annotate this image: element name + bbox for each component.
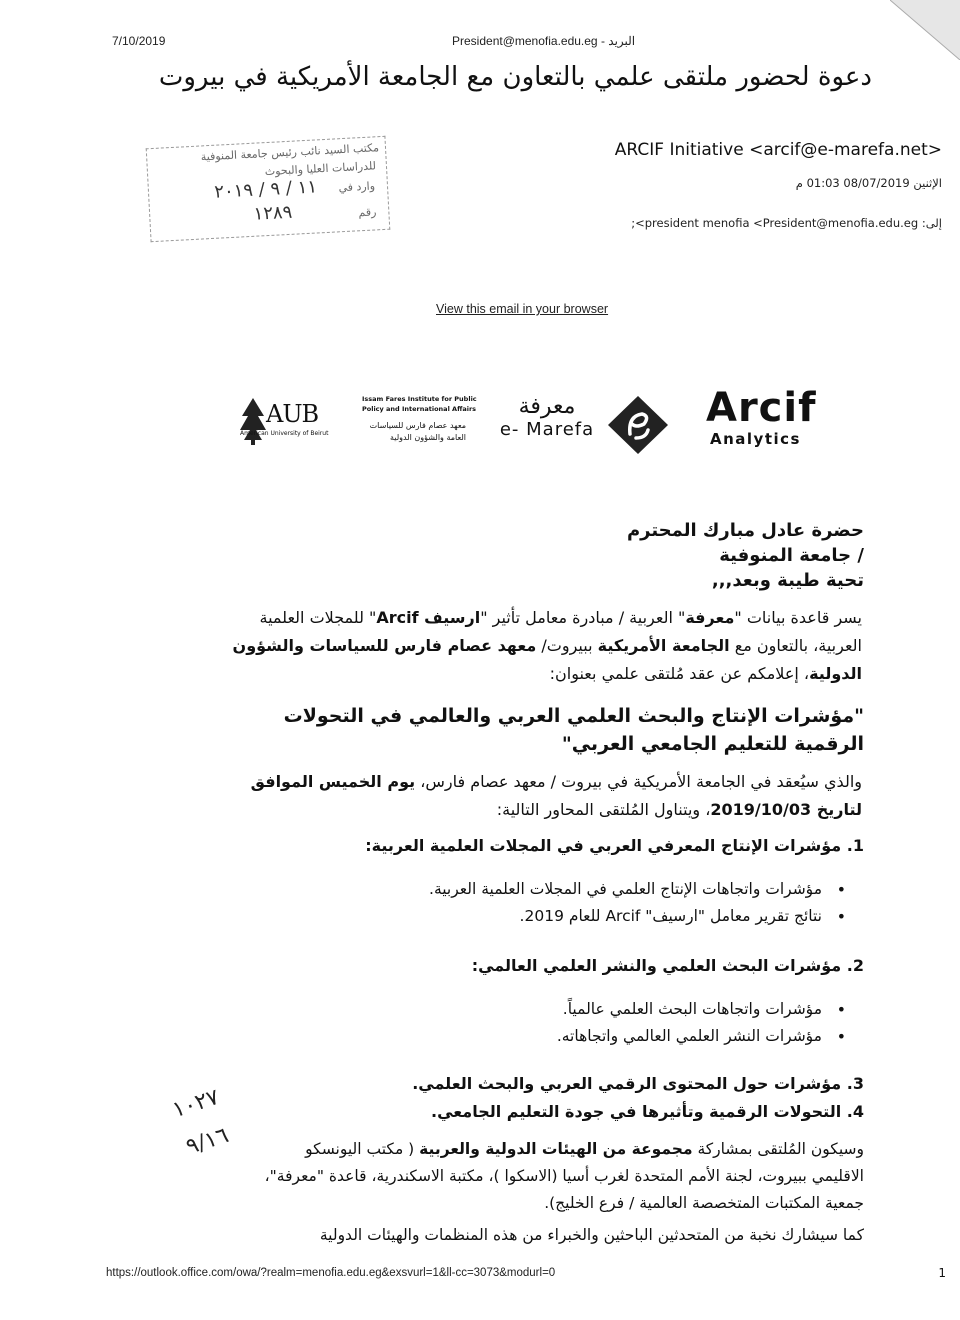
section-heading: 4. التحولات الرقمية وتأثيرها في جودة التعليم الجامعي. (430, 1102, 864, 1121)
bullet-item: • مؤشرات النشر العلمي العالمي واتجاهاته. (248, 1023, 848, 1050)
view-in-browser-link[interactable]: View this email in your browser (436, 302, 609, 316)
participants-bold: مجموعة من الهيئات الدولية والعربية (419, 1140, 693, 1158)
stamp-handwritten-number: ١٢٨٩ (253, 201, 293, 225)
arcif-logo (706, 386, 817, 448)
cedar-icon (238, 396, 268, 446)
date-text: ، ويتناول المُلتقى المحاور التالية: (496, 800, 711, 819)
date-text: والذي سيُعقد في الجامعة الأمريكية في بيروت / معهد عصام فارس، (415, 772, 862, 791)
ifi-logo-ar: العامة والشؤون الدولية (389, 433, 466, 442)
participants-text: وسيكون المُلتقى بمشاركة (692, 1140, 864, 1158)
bullet-item: • نتائج تقرير معامل "ارسيف" Arcif للعام 2019. (248, 903, 848, 930)
stamp-handwritten-date: ١١ / ٩ / ٢٠١٩ (213, 176, 318, 203)
emarefa-logo-en: e- Marefa (499, 419, 595, 440)
stamp-line: مكتب السيد نائب رئيس جامعة المنوفية (200, 141, 380, 164)
greeting-line: / جامعة المنوفية (719, 545, 864, 566)
intro-text: " للمجلات العلمية العربية، بالتعاون مع (259, 608, 862, 655)
aub-logo-text: AUB (266, 400, 319, 428)
arcif-logo-text: Arcif (706, 385, 817, 431)
intro-text: ببيروت/ (536, 636, 598, 655)
e-marefa-emblem-icon (606, 394, 670, 456)
speakers-line: كما سيشارك نخبة من المتحدثين الباحثين والخبراء من هذه المنظمات والهيئات الدولية (319, 1226, 864, 1244)
section-heading: 2. مؤشرات البحث العلمي والنشر العلمي العالمي: (471, 956, 864, 975)
intro-bold: ارسيف Arcif (376, 608, 481, 627)
greeting-line: حضرة عادل مبارك المحترم (626, 520, 864, 541)
email-recipient: إلى: president menofia <President@menofia.edu.eg>; (631, 216, 942, 230)
arcif-logo-subtitle: Analytics (710, 430, 801, 448)
intro-text: ، إعلامكم عن عقد مُلتقى علمي بعنوان: (549, 664, 810, 683)
stamp-line: وارد في (338, 179, 376, 195)
section-heading: 3. مؤشرات حول المحتوى الرقمي العربي والبحث العلمي. (412, 1074, 864, 1093)
conference-title: "مؤشرات الإنتاج والبحث العلمي العربي والعالمي في التحولات الرقمية للتعليم الجامعي العربي" (283, 705, 864, 755)
emarefa-logo (494, 394, 600, 440)
aub-logo (236, 394, 332, 456)
receipt-stamp (146, 136, 391, 242)
intro-paragraph (232, 604, 862, 688)
email-sender[interactable]: ARCIF Initiative <arcif@e-marefa.net> (614, 140, 942, 160)
email-subject: دعوة لحضور ملتقى علمي بالتعاون مع الجامعة الأمريكية في بيروت (158, 62, 872, 92)
print-title: البريد - President@menofia.edu.eg (452, 34, 636, 48)
intro-text: يسر قاعدة بيانات " (734, 608, 862, 627)
bullet-item: • مؤشرات واتجاهات الإنتاج العلمي في المجلات العلمية العربية. (248, 876, 848, 903)
conference-date-paragraph (222, 768, 862, 824)
annotation-line: ١٠٢٧ (169, 1084, 223, 1124)
intro-text: " العربية / مبادرة معامل تأثير " (480, 608, 686, 627)
intro-bold: معهد عصام فارس للسياسات والشؤون الدولية (232, 636, 862, 683)
participants-paragraph (254, 1136, 864, 1217)
section-bullets (248, 996, 848, 1050)
email-date: الإثنين 08/07/2019 01:03 م (795, 176, 942, 190)
intro-bold: معرفة (685, 608, 735, 627)
annotation-line: ٩/١٦ (183, 1122, 232, 1161)
footer-url: https://outlook.office.com/owa/?realm=menofia.edu.eg&exsvurl=1&ll-cc=3073&modurl=0 (106, 1267, 556, 1279)
stamp-line: رقم (358, 205, 377, 220)
ifi-logo-ar: معهد عصام فارس للسياسات (369, 421, 466, 430)
emarefa-logo-ar: معرفة (518, 394, 576, 419)
section-bullets (248, 876, 848, 930)
ifi-logo-en: Policy and International Affairs (362, 405, 477, 413)
folded-corner (890, 0, 960, 60)
page-number: 1 (938, 1266, 946, 1280)
section-heading: 1. مؤشرات الإنتاج المعرفي العربي في المجلات العلمية العربية: (365, 836, 864, 855)
ifi-logo-en: Issam Fares Institute for Public (362, 395, 477, 403)
greeting-line: تحية طيبة وبعد,,, (711, 570, 864, 591)
handwritten-annotation (169, 1084, 232, 1161)
participants-text: ( مكتب اليونسكو الاقليمي ببيروت، لجنة الأمم المتحدة لغرب أسيا (الاسكوا )، مكتبة الاسكندرية، قاعدة "معرفة"، جمعية المكتبات المتخصصة العالمية / فرع الخليج). (264, 1140, 864, 1212)
bullet-item: • مؤشرات واتجاهات البحث العلمي عالمياً. (248, 996, 848, 1023)
date-bold: يوم الخميس الموافق لتاريخ 2019/10/03 (250, 772, 862, 819)
print-date: 7/10/2019 (112, 34, 166, 48)
letter-greeting (264, 518, 864, 593)
ifi-logo (362, 394, 477, 444)
aub-logo-subtitle: American University of Beirut (240, 430, 329, 437)
stamp-line: للدراسات العليا والبحوث (264, 159, 377, 179)
intro-bold: الجامعة الأمريكية (597, 636, 730, 655)
